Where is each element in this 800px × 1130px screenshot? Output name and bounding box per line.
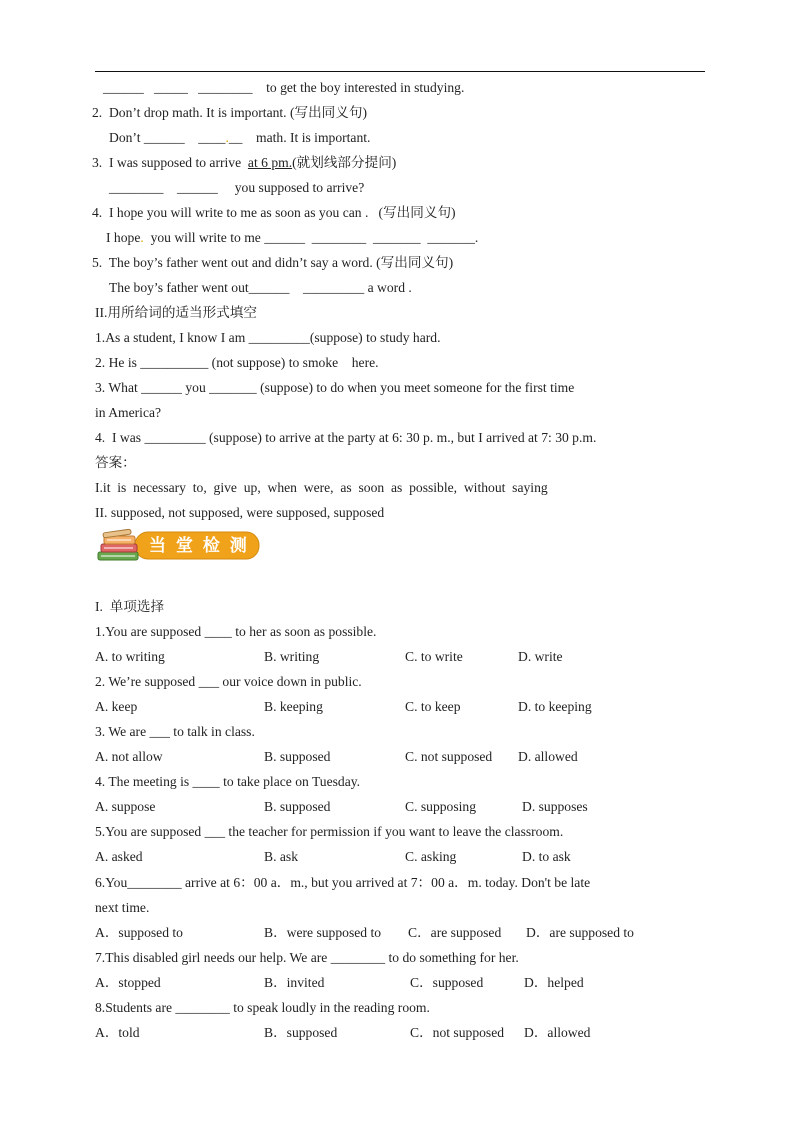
part2-question-2: 2. He is __________ (not suppose) to smoke here.: [95, 355, 379, 370]
quiz-q6-option-a: A．supposed to: [95, 925, 183, 940]
exercise-4-answer-b: you will write to me ______ ________ _______ _______.: [143, 230, 479, 245]
banner-text: 当 堂 检 测: [149, 536, 249, 556]
quiz-q3-option-a: A. not allow: [95, 749, 163, 764]
quiz-q4-option-c: C. supposing: [405, 799, 477, 814]
quiz-q7-option-d: D．helped: [524, 975, 584, 990]
quiz-q2-option-d: D. to keeping: [518, 699, 592, 714]
exercise-2-prompt: 2. Don’t drop math. It is important. (写出同义句): [92, 105, 367, 120]
quiz-question-7: 7.This disabled girl needs our help. We are ________ to do something for her.: [95, 950, 519, 965]
quiz-q5-option-b: B. ask: [264, 849, 298, 864]
quiz-q1-option-c: C. to write: [405, 649, 463, 664]
quiz-q6-option-d: D．are supposed to: [526, 925, 634, 940]
exercise-3-text: 3. I was supposed to arrive: [92, 155, 248, 170]
exercise-1-continuation: ______ _____ ________ to get the boy interested in studying.: [103, 80, 465, 95]
exercise-2-answer-a: Don’t ______ ____: [109, 130, 226, 145]
quiz-q8-option-b: B．supposed: [264, 1025, 338, 1040]
exercise-4-answer-line: [106, 229, 478, 247]
part2-question-3-cont: in America?: [95, 405, 162, 420]
part2-question-1: 1.As a student, I know I am _________(suppose) to study hard.: [95, 330, 441, 345]
exercise-3-prompt: [92, 154, 396, 172]
exercise-2-answer-line: [109, 129, 370, 147]
quiz-q3-option-b: B. supposed: [264, 749, 331, 764]
quiz-q5-option-d: D. to ask: [522, 849, 571, 864]
quiz-q6-option-b: B．were supposed to: [264, 925, 382, 940]
quiz-question-6-cont: next time.: [95, 900, 150, 915]
exercise-3-answer-line: ________ ______ you supposed to arrive?: [109, 180, 365, 195]
exercise-4-prompt: 4. I hope you will write to me as soon as you can . (写出同义句): [92, 205, 456, 220]
quiz-question-4: 4. The meeting is ____ to take place on Tuesday.: [95, 774, 361, 789]
answers-label: 答案：: [95, 455, 136, 470]
quiz-q1-option-a: A. to writing: [95, 649, 165, 664]
answers-part2: II. supposed, not supposed, were supposed, supposed: [95, 505, 385, 520]
exercise-5-answer-line: The boy’s father went out______ _________ a word .: [109, 280, 412, 295]
quiz-q2-option-a: A. keep: [95, 699, 138, 714]
part2-heading: II.用所给词的适当形式填空: [95, 305, 257, 320]
answers-part1: I.it is necessary to, give up, when were, as soon as possible, without saying: [95, 480, 548, 495]
quiz-q7-option-a: A．stopped: [95, 975, 161, 990]
part2-question-4: 4. I was _________ (suppose) to arrive at the party at 6: 30 p. m., but I arrived at 7: 30 p.m.: [95, 430, 597, 445]
exercise-3-underlined: at 6 pm.: [247, 155, 293, 170]
quiz-q1-option-b: B. writing: [264, 649, 320, 664]
exercise-4-answer-a: I hope: [106, 230, 141, 245]
quiz-q5-option-a: A. asked: [95, 849, 143, 864]
quiz-q5-option-c: C. asking: [405, 849, 457, 864]
quiz-q4-option-d: D. supposes: [522, 799, 588, 814]
part2-question-3: 3. What ______ you _______ (suppose) to do when you meet someone for the first time: [95, 380, 575, 395]
quiz-q6-option-c: C．are supposed: [408, 925, 502, 940]
quiz-question-6: 6.You________ arrive at 6：00 a．m., but you arrived at 7：00 a．m. today. Don't be late: [95, 875, 591, 890]
quiz-question-1: 1.You are supposed ____ to her as soon as possible.: [95, 624, 377, 639]
quiz-question-8: 8.Students are ________ to speak loudly in the reading room.: [95, 1000, 430, 1015]
header-rule: [95, 71, 705, 72]
quiz-q7-option-c: C．supposed: [410, 975, 484, 990]
quiz-q4-option-b: B. supposed: [264, 799, 331, 814]
quiz-question-2: 2. We’re supposed ___ our voice down in public.: [95, 674, 362, 689]
quiz-q7-option-b: B．invited: [264, 975, 325, 990]
quiz-q1-option-d: D. write: [518, 649, 563, 664]
quiz-question-5: 5.You are supposed ___ the teacher for permission if you want to leave the classroom.: [95, 824, 564, 839]
quiz-question-3: 3. We are ___ to talk in class.: [95, 724, 255, 739]
exercise-4-answer-mark: .: [140, 230, 144, 245]
exercise-2-answer-b: __ math. It is important.: [228, 130, 371, 145]
quiz-q8-option-a: A．told: [95, 1025, 140, 1040]
quiz-q3-option-d: D. allowed: [518, 749, 578, 764]
quiz-q8-option-c: C．not supposed: [410, 1025, 505, 1040]
section-banner: [95, 528, 263, 564]
quiz-q8-option-d: D．allowed: [524, 1025, 591, 1040]
exercise-3-instruction: (就划线部分提问): [292, 155, 397, 170]
quiz-q2-option-b: B. keeping: [264, 699, 323, 714]
quiz-q4-option-a: A. suppose: [95, 799, 156, 814]
exercise-2-answer-mark: .: [225, 130, 229, 145]
quiz-q2-option-c: C. to keep: [405, 699, 461, 714]
quiz-q3-option-c: C. not supposed: [405, 749, 493, 764]
exercise-5-prompt: 5. The boy’s father went out and didn’t say a word. (写出同义句): [92, 255, 454, 270]
quiz-heading: I. 单项选择: [95, 599, 165, 614]
